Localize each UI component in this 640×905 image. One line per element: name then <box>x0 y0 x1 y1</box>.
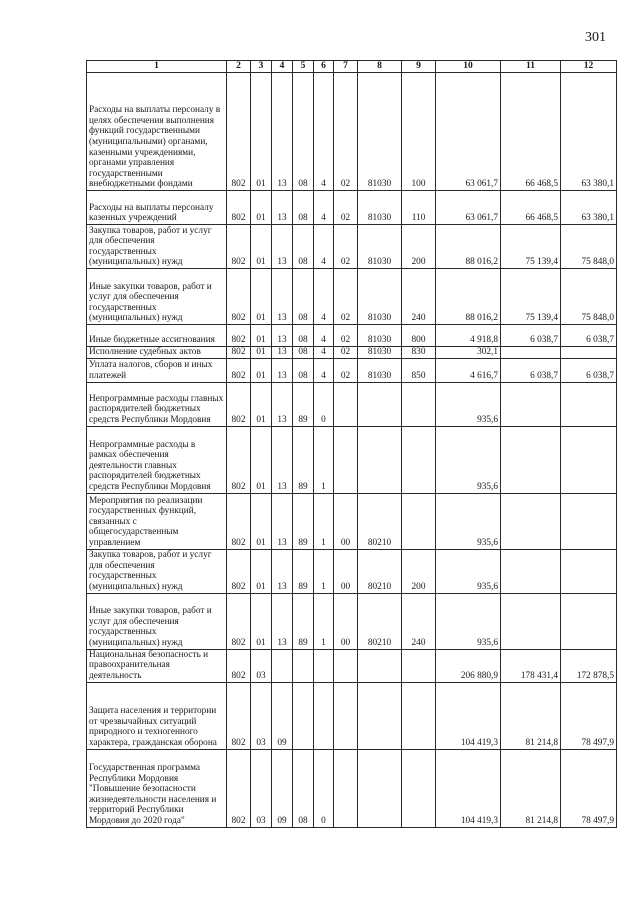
row-name-cell: Иные закупки товаров, работ и услуг для обеспечения государственных (муниципальных) нужд <box>87 593 227 649</box>
amount-cell: 172 878,5 <box>561 649 617 682</box>
code-cell: 01 <box>251 382 272 426</box>
code-cell: 01 <box>251 426 272 493</box>
code-cell <box>402 493 436 549</box>
code-cell: 802 <box>227 749 251 827</box>
code-cell: 02 <box>334 347 358 359</box>
code-cell <box>334 649 358 682</box>
column-header: 8 <box>358 61 402 73</box>
table-row <box>87 191 617 225</box>
code-cell: 09 <box>272 682 293 749</box>
code-cell: 01 <box>251 593 272 649</box>
amount-cell: 6 038,7 <box>561 325 617 347</box>
code-cell: 802 <box>227 269 251 325</box>
code-cell: 89 <box>293 382 314 426</box>
code-cell <box>293 682 314 749</box>
code-cell: 13 <box>272 225 293 269</box>
row-name-cell: Расходы на выплаты персоналу в целях обеспечения выполнения функций государственными (муниципальными) органами, казенными учреждениями, органами управления государственными внебюджетными фондами <box>87 73 227 191</box>
code-cell: 08 <box>293 749 314 827</box>
code-cell: 03 <box>251 682 272 749</box>
column-header: 1 <box>87 61 227 73</box>
code-cell: 4 <box>314 358 334 382</box>
code-cell: 4 <box>314 73 334 191</box>
code-cell: 09 <box>272 749 293 827</box>
row-name-cell: Национальная безопасность и правоохранительная деятельность <box>87 649 227 682</box>
code-cell: 802 <box>227 347 251 359</box>
code-cell <box>358 426 402 493</box>
code-cell <box>358 649 402 682</box>
amount-cell: 88 016,2 <box>436 225 501 269</box>
code-cell: 13 <box>272 347 293 359</box>
amount-cell: 4 616,7 <box>436 358 501 382</box>
code-cell <box>334 749 358 827</box>
code-cell: 13 <box>272 593 293 649</box>
amount-cell: 78 497,9 <box>561 682 617 749</box>
code-cell: 00 <box>334 593 358 649</box>
code-cell: 01 <box>251 549 272 593</box>
code-cell: 200 <box>402 549 436 593</box>
code-cell: 802 <box>227 493 251 549</box>
code-cell: 01 <box>251 191 272 225</box>
code-cell: 13 <box>272 191 293 225</box>
table-row <box>87 225 617 269</box>
code-cell: 81030 <box>358 269 402 325</box>
amount-cell: 78 497,9 <box>561 749 617 827</box>
code-cell: 1 <box>314 593 334 649</box>
table-row <box>87 73 617 191</box>
table-row <box>87 426 617 493</box>
code-cell: 81030 <box>358 347 402 359</box>
code-cell: 80210 <box>358 593 402 649</box>
code-cell: 01 <box>251 347 272 359</box>
code-cell: 81030 <box>358 225 402 269</box>
row-name-cell: Непрограммные расходы главных распорядителей бюджетных средств Республики Мордовия <box>87 382 227 426</box>
code-cell: 01 <box>251 73 272 191</box>
code-cell: 00 <box>334 549 358 593</box>
code-cell: 08 <box>293 269 314 325</box>
table-row <box>87 269 617 325</box>
code-cell: 4 <box>314 269 334 325</box>
code-cell: 13 <box>272 73 293 191</box>
amount-cell: 104 419,3 <box>436 749 501 827</box>
amount-cell <box>561 426 617 493</box>
code-cell: 830 <box>402 347 436 359</box>
code-cell: 802 <box>227 549 251 593</box>
code-cell: 240 <box>402 593 436 649</box>
row-name-cell: Мероприятия по реализации государственных функций, связанных с общегосударственным управлением <box>87 493 227 549</box>
code-cell: 03 <box>251 749 272 827</box>
amount-cell: 4 918,8 <box>436 325 501 347</box>
row-name-cell: Закупка товаров, работ и услуг для обеспечения государственных (муниципальных) нужд <box>87 549 227 593</box>
column-header: 12 <box>561 61 617 73</box>
amount-cell: 75 848,0 <box>561 225 617 269</box>
code-cell: 0 <box>314 749 334 827</box>
amount-cell <box>561 493 617 549</box>
code-cell: 02 <box>334 325 358 347</box>
code-cell: 800 <box>402 325 436 347</box>
code-cell: 240 <box>402 269 436 325</box>
amount-cell <box>561 593 617 649</box>
code-cell: 08 <box>293 325 314 347</box>
amount-cell <box>561 382 617 426</box>
code-cell <box>402 382 436 426</box>
code-cell: 03 <box>251 649 272 682</box>
amount-cell: 63 061,7 <box>436 73 501 191</box>
amount-cell: 206 880,9 <box>436 649 501 682</box>
code-cell <box>293 649 314 682</box>
table-row <box>87 382 617 426</box>
code-cell <box>314 682 334 749</box>
code-cell <box>334 682 358 749</box>
code-cell: 802 <box>227 225 251 269</box>
amount-cell <box>501 593 561 649</box>
amount-cell <box>501 549 561 593</box>
column-header: 3 <box>251 61 272 73</box>
code-cell <box>402 426 436 493</box>
column-header: 4 <box>272 61 293 73</box>
code-cell: 1 <box>314 493 334 549</box>
page-number: 301 <box>585 30 606 45</box>
code-cell: 01 <box>251 269 272 325</box>
code-cell: 802 <box>227 426 251 493</box>
code-cell: 802 <box>227 358 251 382</box>
amount-cell: 66 468,5 <box>501 73 561 191</box>
table-body <box>87 73 617 828</box>
code-cell: 850 <box>402 358 436 382</box>
code-cell <box>334 382 358 426</box>
amount-cell <box>561 347 617 359</box>
row-name-cell: Непрограммные расходы в рамках обеспечения деятельности главных распорядителей бюджетных средств Республики Мордовия <box>87 426 227 493</box>
code-cell: 802 <box>227 382 251 426</box>
column-header: 6 <box>314 61 334 73</box>
column-header: 7 <box>334 61 358 73</box>
amount-cell: 63 380,1 <box>561 191 617 225</box>
amount-cell <box>561 549 617 593</box>
code-cell <box>402 682 436 749</box>
code-cell <box>334 426 358 493</box>
code-cell <box>402 749 436 827</box>
code-cell: 13 <box>272 269 293 325</box>
code-cell: 0 <box>314 382 334 426</box>
code-cell: 08 <box>293 358 314 382</box>
amount-cell: 75 139,4 <box>501 269 561 325</box>
row-name-cell: Иные закупки товаров, работ и услуг для обеспечения государственных (муниципальных) нужд <box>87 269 227 325</box>
code-cell: 13 <box>272 493 293 549</box>
column-header: 2 <box>227 61 251 73</box>
table-row <box>87 358 617 382</box>
amount-cell <box>501 347 561 359</box>
amount-cell: 75 139,4 <box>501 225 561 269</box>
amount-cell: 6 038,7 <box>501 358 561 382</box>
table-row <box>87 347 617 359</box>
code-cell: 80210 <box>358 493 402 549</box>
code-cell: 02 <box>334 269 358 325</box>
code-cell: 110 <box>402 191 436 225</box>
amount-cell: 935,6 <box>436 426 501 493</box>
code-cell: 802 <box>227 593 251 649</box>
amount-cell: 63 380,1 <box>561 73 617 191</box>
code-cell <box>314 649 334 682</box>
code-cell: 01 <box>251 225 272 269</box>
amount-cell: 66 468,5 <box>501 191 561 225</box>
column-header: 5 <box>293 61 314 73</box>
amount-cell: 81 214,8 <box>501 682 561 749</box>
code-cell: 02 <box>334 225 358 269</box>
code-cell: 89 <box>293 593 314 649</box>
code-cell: 4 <box>314 347 334 359</box>
code-cell: 13 <box>272 358 293 382</box>
amount-cell: 935,6 <box>436 493 501 549</box>
row-name-cell: Исполнение судебных актов <box>87 347 227 359</box>
header-row <box>87 61 617 73</box>
code-cell: 81030 <box>358 191 402 225</box>
code-cell <box>272 649 293 682</box>
table-row <box>87 493 617 549</box>
code-cell <box>402 649 436 682</box>
table-row <box>87 325 617 347</box>
code-cell: 00 <box>334 493 358 549</box>
code-cell: 02 <box>334 191 358 225</box>
column-header: 10 <box>436 61 501 73</box>
code-cell: 802 <box>227 73 251 191</box>
code-cell: 4 <box>314 325 334 347</box>
amount-cell: 88 016,2 <box>436 269 501 325</box>
code-cell: 802 <box>227 325 251 347</box>
amount-cell: 81 214,8 <box>501 749 561 827</box>
code-cell: 08 <box>293 347 314 359</box>
amount-cell <box>501 493 561 549</box>
code-cell: 200 <box>402 225 436 269</box>
code-cell: 100 <box>402 73 436 191</box>
code-cell: 1 <box>314 549 334 593</box>
table-row <box>87 682 617 749</box>
code-cell: 08 <box>293 225 314 269</box>
code-cell: 81030 <box>358 73 402 191</box>
code-cell: 13 <box>272 325 293 347</box>
code-cell: 01 <box>251 358 272 382</box>
code-cell: 802 <box>227 649 251 682</box>
amount-cell: 935,6 <box>436 549 501 593</box>
code-cell: 89 <box>293 426 314 493</box>
table-row <box>87 549 617 593</box>
code-cell: 08 <box>293 191 314 225</box>
table-row <box>87 593 617 649</box>
row-name-cell: Расходы на выплаты персоналу казенных учреждений <box>87 191 227 225</box>
table-row <box>87 749 617 827</box>
code-cell: 1 <box>314 426 334 493</box>
amount-cell <box>501 382 561 426</box>
code-cell: 81030 <box>358 325 402 347</box>
code-cell: 4 <box>314 225 334 269</box>
code-cell: 89 <box>293 549 314 593</box>
code-cell: 13 <box>272 382 293 426</box>
code-cell: 80210 <box>358 549 402 593</box>
amount-cell: 935,6 <box>436 593 501 649</box>
code-cell: 08 <box>293 73 314 191</box>
amount-cell: 302,1 <box>436 347 501 359</box>
code-cell <box>358 749 402 827</box>
amount-cell <box>501 426 561 493</box>
row-name-cell: Защита населения и территории от чрезвычайных ситуаций природного и техногенного характера, гражданская оборона <box>87 682 227 749</box>
column-header: 11 <box>501 61 561 73</box>
code-cell: 89 <box>293 493 314 549</box>
code-cell: 13 <box>272 426 293 493</box>
code-cell <box>358 382 402 426</box>
amount-cell: 75 848,0 <box>561 269 617 325</box>
budget-table <box>86 60 617 828</box>
row-name-cell: Уплата налогов, сборов и иных платежей <box>87 358 227 382</box>
code-cell: 02 <box>334 358 358 382</box>
code-cell: 802 <box>227 682 251 749</box>
code-cell: 802 <box>227 191 251 225</box>
row-name-cell: Закупка товаров, работ и услуг для обеспечения государственных (муниципальных) нужд <box>87 225 227 269</box>
code-cell: 01 <box>251 493 272 549</box>
row-name-cell: Иные бюджетные ассигнования <box>87 325 227 347</box>
code-cell <box>358 682 402 749</box>
table-row <box>87 649 617 682</box>
amount-cell: 6 038,7 <box>501 325 561 347</box>
code-cell: 01 <box>251 325 272 347</box>
amount-cell: 104 419,3 <box>436 682 501 749</box>
amount-cell: 6 038,7 <box>561 358 617 382</box>
code-cell: 13 <box>272 549 293 593</box>
amount-cell: 935,6 <box>436 382 501 426</box>
code-cell: 02 <box>334 73 358 191</box>
row-name-cell: Государственная программа Республики Мордовия "Повышение безопасности жизнедеятельности населения и территорий Республики Мордовия до 2020 года" <box>87 749 227 827</box>
amount-cell: 63 061,7 <box>436 191 501 225</box>
column-header: 9 <box>402 61 436 73</box>
code-cell: 4 <box>314 191 334 225</box>
amount-cell: 178 431,4 <box>501 649 561 682</box>
code-cell: 81030 <box>358 358 402 382</box>
